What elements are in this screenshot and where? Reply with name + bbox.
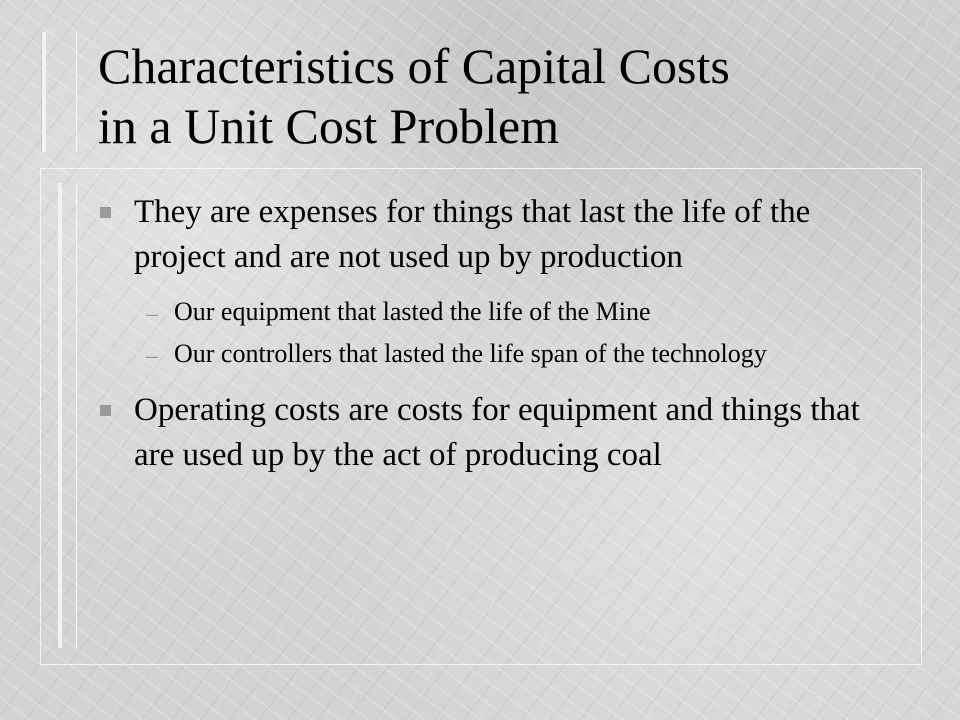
slide-body (100, 190, 900, 496)
dash-bullet-icon: – (146, 301, 158, 327)
dash-bullet-icon: – (146, 343, 158, 369)
sub-bullet-text: Our controllers that lasted the life span of the technology (174, 339, 767, 368)
sub-bullet-item (100, 294, 900, 330)
bullet-item (100, 388, 900, 478)
sub-bullet-list (100, 294, 900, 372)
title-frame-decoration (42, 32, 77, 152)
square-bullet-icon (100, 207, 111, 218)
slide-title (98, 36, 918, 156)
title-line-1: Characteristics of Capital Costs (98, 38, 730, 94)
sub-bullet-text: Our equipment that lasted the life of the Mine (174, 297, 651, 326)
bullet-item (100, 190, 900, 280)
bullet-text: They are expenses for things that last the life of the project and are not used up by production (134, 194, 811, 275)
bullet-text: Operating costs are costs for equipment and things that are used up by the act of producing coal (134, 392, 860, 473)
title-line-2: in a Unit Cost Problem (98, 98, 560, 154)
body-bracket-decoration (58, 183, 77, 648)
square-bullet-icon (100, 405, 111, 416)
sub-bullet-item (100, 336, 900, 372)
